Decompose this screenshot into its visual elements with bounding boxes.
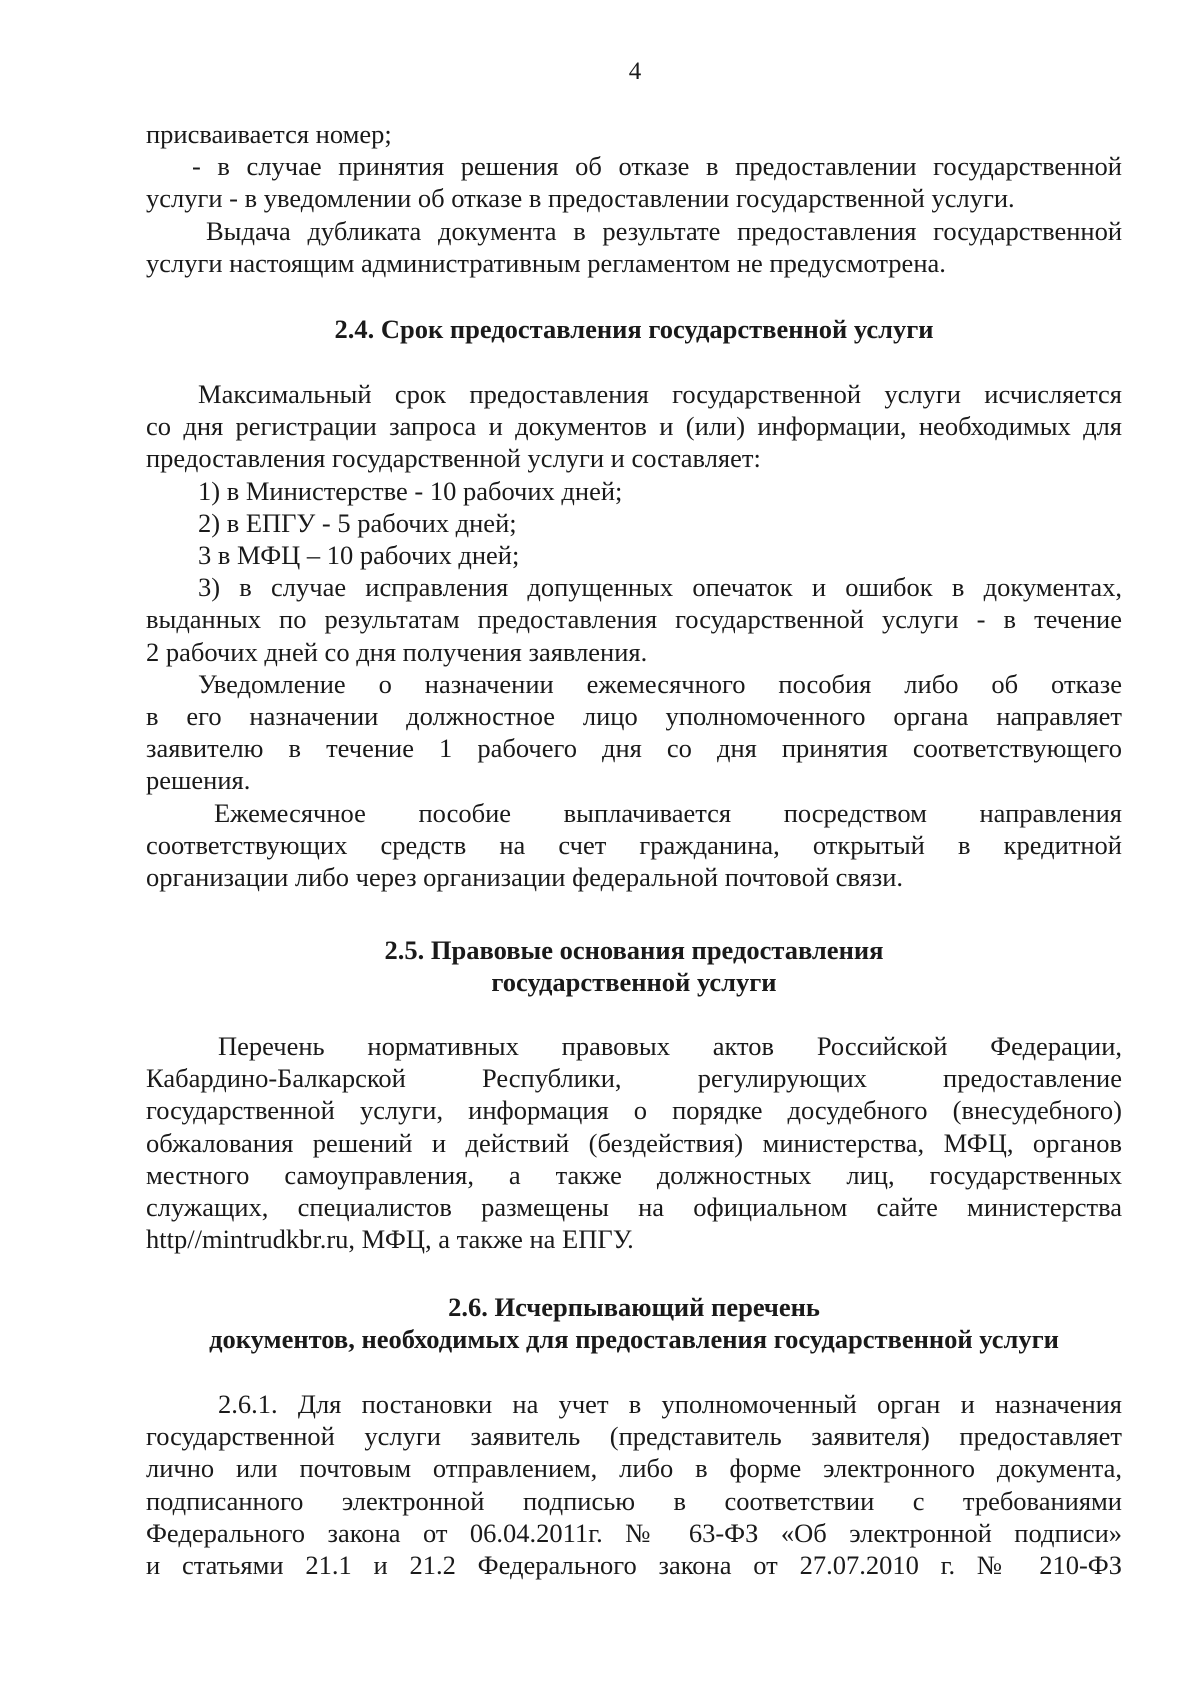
text-line: соответствующих средств на счет гражданина, открытый в кредитной [146,829,1122,860]
paragraph-block [146,378,1122,893]
text-line: 2.6.1. Для постановки на учет в уполномоченный орган и назначения [218,1389,1122,1419]
text-line: и статьями 21.1 и 21.2 Федерального закона от 27.07.2010 г. № 210-ФЗ [146,1550,1122,1581]
text-line: 2) в ЕПГУ - 5 рабочих дней; [198,507,517,538]
paragraph-block [146,1388,1122,1581]
text-line: лично или почтовым отправлением, либо в форме электронного документа, [146,1453,1122,1484]
section-heading [146,313,1122,345]
paragraph-block [146,1030,1122,1255]
text-line: 2 рабочих дней со дня получения заявления. [146,636,648,667]
text-line: 3) в случае исправления допущенных опечаток и ошибок в документах, [198,572,1122,603]
text-line: в его назначении должностное лицо уполномоченного органа направляет [146,701,1122,732]
text-line: подписанного электронной подписью в соответствии с требованиями [146,1485,1122,1516]
section-heading [146,934,1122,998]
heading-line: 2.5. Правовые основания предоставления [384,935,884,965]
heading-line: документов, необходимых для предоставления государственной услуги [209,1324,1059,1354]
text-line: присваивается номер; [146,119,392,149]
text-line: Кабардино-Балкарской Республики, регулирующих предоставление [146,1063,1122,1094]
text-line: заявителю в течение 1 рабочего дня со дня принятия соответствующего [146,733,1122,764]
text-line: услуги - в уведомлении об отказе в предоставлении государственной услуги. [146,183,1015,214]
heading-line: 2.6. Исчерпывающий перечень [448,1292,820,1322]
text-line: Выдача дубликата документа в результате предоставления государственной [206,215,1122,246]
text-line: Уведомление о назначении ежемесячного пособия либо об отказе [198,668,1122,699]
text-line: организации либо через организации федеральной почтовой связи. [146,862,904,893]
text-line: 3 в МФЦ – 10 рабочих дней; [198,540,520,571]
text-line: местного самоуправления, а также должностных лиц, государственных [146,1159,1122,1190]
text-line: - в случае принятия решения об отказе в предоставлении государственной [192,151,1122,182]
text-line: Федерального закона от 06.04.2011г. № 63-ФЗ «Об электронной подписи» [146,1517,1122,1548]
text-line: услуги настоящим административным регламентом не предусмотрена. [146,247,946,278]
section-heading [146,1291,1122,1355]
text-line: выданных по результатам предоставления государственной услуги - в течение [146,604,1122,635]
paragraph-block [146,118,1122,279]
text-line: обжалования решений и действий (бездействия) министерства, МФЦ, органов [146,1127,1122,1158]
text-line: со дня регистрации запроса и документов и (или) информации, необходимых для [146,411,1122,442]
heading-line: 2.4. Срок предоставления государственной услуги [334,314,934,344]
heading-line: государственной услуги [491,967,777,997]
text-line: Максимальный срок предоставления государственной услуги исчисляется [198,379,1122,409]
text-line: решения. [146,765,251,796]
page-number: 4 [628,58,642,85]
text-line: 1) в Министерстве - 10 рабочих дней; [198,475,623,506]
text-line: государственной услуги, информация о порядке досудебного (внесудебного) [146,1095,1122,1126]
text-line: предоставления государственной услуги и составляет: [146,443,761,474]
text-line: Перечень нормативных правовых актов Российской Федерации, [218,1031,1122,1061]
text-line: служащих, специалистов размещены на официальном сайте министерства [146,1192,1122,1223]
text-line: Ежемесячное пособие выплачивается посредством направления [214,797,1122,828]
text-line: государственной услуги заявитель (представитель заявителя) предоставляет [146,1421,1122,1452]
text-line: http//mintrudkbr.ru, МФЦ, а также на ЕПГУ. [146,1224,634,1255]
